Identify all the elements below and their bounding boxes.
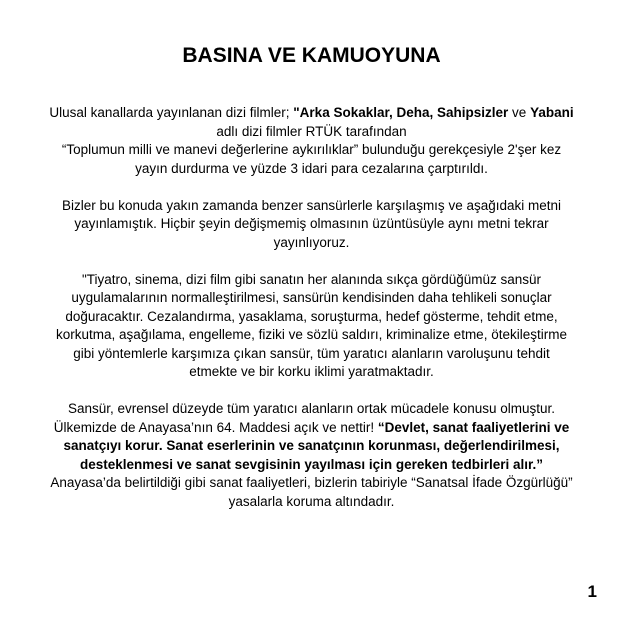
text-line: Bizler bu konuda yakın zamanda benzer sansürlerle karşılaşmış ve aşağıdaki metni xyxy=(62,197,561,213)
series-name-yabani: Yabani xyxy=(530,105,574,120)
text-line: korkutma, aşağılama, engelleme, fiziki ve sözlü saldırı, kriminalize etme, ötekileştirme xyxy=(56,327,567,342)
text-span: Ulusal kanallarda yayınlanan dizi filmler; xyxy=(49,105,294,120)
document-body xyxy=(14,104,609,530)
text-span: Ülkemizde de Anayasa’nın 64. Maddesi açık ve nettir! xyxy=(53,419,378,435)
text-line xyxy=(14,419,609,438)
paragraph-republish xyxy=(14,197,609,253)
text-line: uygulamalarının normalleştirilmesi, sansürün kendisinden daha tehlikeli sonuçlar xyxy=(71,290,552,305)
document-title: BASINA VE KAMUOYUNA xyxy=(182,44,441,67)
text-line: doğuracaktır. Cezalandırma, yasaklama, soruşturma, hedef gösterme, tehdit etme, xyxy=(65,308,558,324)
page-number: 1 xyxy=(587,582,597,601)
constitution-quote: sanatçıyı korur. Sanat eserlerinin ve sanatçının korunması, değerlendirilmesi, xyxy=(63,438,560,453)
text-line: "Tiyatro, sinema, dizi film gibi sanatın her alanında sıkça gördüğümüz sansür xyxy=(81,271,541,287)
text-line: Sansür, evrensel düzeyde tüm yaratıcı alanların ortak mücadele konusu olmuştur. xyxy=(67,401,555,416)
text-line: gibi yöntemlerle karşımıza çıkan sansür, tüm yaratıcı alanların varoluşunu tehdit xyxy=(73,345,550,361)
text-line: yayınlıyoruz. xyxy=(273,234,350,250)
paragraph-sanctions xyxy=(14,104,609,178)
text-line: yayın durdurma ve yüzde 3 idari para cezalarına çarptırıldı. xyxy=(135,160,488,176)
paragraph-constitution xyxy=(14,400,609,511)
text-span: ve xyxy=(508,105,531,120)
paragraph-quoted-statement xyxy=(14,271,609,382)
text-line: “Toplumun milli ve manevi değerlerine aykırılıklar” bulunduğu gerekçesiyle 2'şer kez xyxy=(61,142,562,157)
text-line: Anayasa’da belirtildiği gibi sanat faaliyetleri, bizlerin tabiriyle “Sanatsal İfade Özgürlüğü” xyxy=(50,475,573,490)
text-line: adlı dizi filmler RTÜK tarafından xyxy=(216,123,407,139)
text-line: etmekte ve bir korku iklimi yaratmaktadır. xyxy=(189,364,434,379)
constitution-quote: desteklenmesi ve sanat sevgisinin yayılması için gereken tedbirleri alır.” xyxy=(80,456,543,472)
constitution-quote: “Devlet, sanat faaliyetlerini ve xyxy=(377,419,570,435)
series-names: "Arka Sokaklar, Deha, Sahipsizler xyxy=(293,105,509,120)
text-line xyxy=(14,104,609,123)
text-line: yayınlamıştık. Hiçbir şeyin değişmemiş olmasının üzüntüsüyle aynı metni tekrar xyxy=(74,216,549,231)
text-line: yasalarla koruma altındadır. xyxy=(228,493,395,509)
